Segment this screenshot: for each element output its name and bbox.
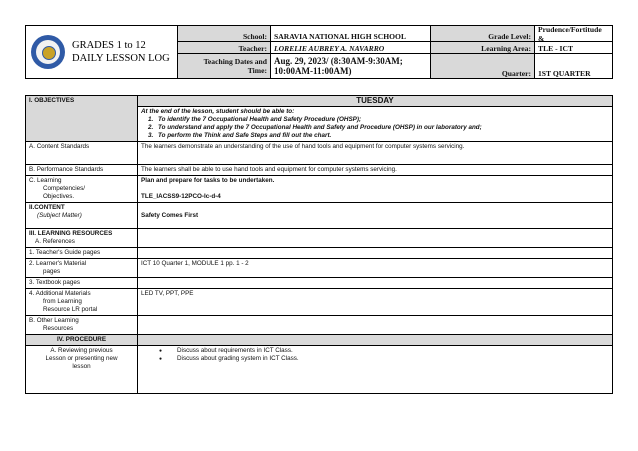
learning-resources-title: III. LEARNING RESOURCES <box>29 230 113 237</box>
learners-material-label-line-2: pages <box>43 268 61 275</box>
learning-area-label: Learning Area: <box>431 42 535 54</box>
competencies-label <box>26 176 138 203</box>
quarter-label: Quarter: <box>431 54 535 78</box>
header-info-grid <box>178 26 612 78</box>
learners-material-label-line-1: 2. Learner's Material <box>29 260 87 267</box>
lesson-plan-table <box>25 95 613 394</box>
table-row <box>26 96 613 107</box>
table-row <box>26 203 613 229</box>
review-lesson-label-line-3: lesson <box>72 363 91 370</box>
textbook-pages-label: 3. Textbook pages <box>26 278 138 289</box>
table-row <box>26 259 613 278</box>
competencies-label-line-3: Objectives. <box>43 193 75 200</box>
learning-area-value: TLE - ICT <box>535 42 612 54</box>
competencies-value-line-1: Plan and prepare for tasks to be undertaken. <box>141 177 275 184</box>
lesson-log-header <box>25 25 613 79</box>
additional-materials-label <box>26 289 138 316</box>
grade-level-label: Grade Level: <box>431 26 535 42</box>
teaching-dates-label-line-2: Time: <box>247 66 267 75</box>
teaching-dates-value <box>271 54 431 78</box>
teacher-label: Teacher: <box>178 42 271 54</box>
teaching-dates-value-line-1: Aug. 29, 2023/ (8:30AM-9:30AM; <box>274 56 403 66</box>
competencies-value <box>138 176 613 203</box>
competencies-code: TLE_IACSS9-12PCO-Ic-d-4 <box>141 193 221 200</box>
learners-material-value: ICT 10 Quarter 1, MODULE 1 pp. 1 - 2 <box>138 259 613 278</box>
title-line-1: GRADES 1 to 12 <box>72 40 146 51</box>
content-standards-value: The learners demonstrate an understanding of the use of hand tools and equipment for computer systems servicing. <box>138 142 613 165</box>
grade-level-value-line-1: Prudence/Fortitude & <box>538 26 602 42</box>
table-row <box>26 278 613 289</box>
day-heading: TUESDAY <box>138 96 613 107</box>
table-row <box>26 316 613 335</box>
table-row <box>26 346 613 394</box>
other-resources-value <box>138 316 613 335</box>
deped-seal-icon <box>31 35 65 69</box>
review-lesson-value <box>138 346 613 394</box>
learners-material-label <box>26 259 138 278</box>
list-item: 3. To perform the Think and Safe Steps and fill out the chart. <box>155 132 609 140</box>
table-row <box>26 248 613 259</box>
content-label <box>26 203 138 229</box>
additional-materials-label-line-3: Resource LR portal <box>43 306 98 313</box>
list-item: 2. To understand and apply the 7 Occupational Health and Safety and Procedure (OHSP) in our laboratory and; <box>155 124 609 132</box>
review-lesson-label-line-1: A. Reviewing previous <box>50 347 113 354</box>
content-subtitle: (Subject Matter) <box>37 212 82 219</box>
quarter-value: 1ST QUARTER <box>535 54 612 78</box>
other-resources-label-line-2: Resources <box>43 325 74 332</box>
procedure-label: IV. PROCEDURE <box>26 335 138 346</box>
competencies-label-line-1: C. Learning <box>29 177 62 184</box>
table-row <box>26 335 613 346</box>
content-value: Safety Comes First <box>138 203 613 229</box>
content-title: II.CONTENT <box>29 204 65 211</box>
grade-level-value <box>535 26 612 42</box>
school-label: School: <box>178 26 271 42</box>
header-brand <box>26 26 178 78</box>
table-row <box>26 165 613 176</box>
learning-resources-label <box>26 229 138 248</box>
objectives-list <box>155 116 609 140</box>
teaching-dates-label-line-1: Teaching Dates and <box>203 57 267 66</box>
additional-materials-label-line-1: 4. Additional Materials <box>29 290 91 297</box>
other-resources-label <box>26 316 138 335</box>
teachers-guide-value <box>138 248 613 259</box>
school-value: SARAVIA NATIONAL HIGH SCHOOL <box>271 26 431 42</box>
teaching-dates-label <box>178 54 271 78</box>
learning-resources-value <box>138 229 613 248</box>
list-item: ● Discuss about requirements in ICT Class. <box>167 347 609 355</box>
other-resources-label-line-1: B. Other Learning <box>29 317 79 324</box>
additional-materials-label-line-2: from Learning <box>43 298 82 305</box>
performance-standards-value: The learners shall be able to use hand tools and equipment for computer systems servicing. <box>138 165 613 176</box>
objectives-intro: At the end of the lesson, student should be able to: <box>141 108 295 115</box>
review-list <box>167 347 609 363</box>
additional-materials-value: LED TV, PPT, PPE <box>138 289 613 316</box>
table-row <box>26 229 613 248</box>
table-row <box>26 142 613 165</box>
table-row <box>26 289 613 316</box>
content-standards-label: A. Content Standards <box>26 142 138 165</box>
objectives-cell <box>138 107 613 142</box>
teaching-dates-value-line-2: 10:00AM-11:00AM) <box>274 66 352 76</box>
table-row <box>26 176 613 203</box>
list-item: 1. To identify the 7 Occupational Health and Safety Procedure (OHSP); <box>155 116 609 124</box>
teachers-guide-label: 1. Teacher's Guide pages <box>26 248 138 259</box>
review-lesson-label-line-2: Lesson or presenting new <box>45 355 118 362</box>
header-title <box>72 39 170 65</box>
performance-standards-label: B. Performance Standards <box>26 165 138 176</box>
title-line-2: DAILY LESSON LOG <box>72 53 170 64</box>
review-lesson-label <box>26 346 138 394</box>
textbook-pages-value <box>138 278 613 289</box>
list-item: ● Discuss about grading system in ICT Class. <box>167 355 609 363</box>
objectives-label: I. OBJECTIVES <box>26 96 138 142</box>
procedure-value <box>138 335 613 346</box>
competencies-label-line-2: Competencies/ <box>43 185 85 192</box>
teacher-value: LORELIE AUBREY A. NAVARRO <box>271 42 431 54</box>
references-label: A. References <box>35 238 75 245</box>
